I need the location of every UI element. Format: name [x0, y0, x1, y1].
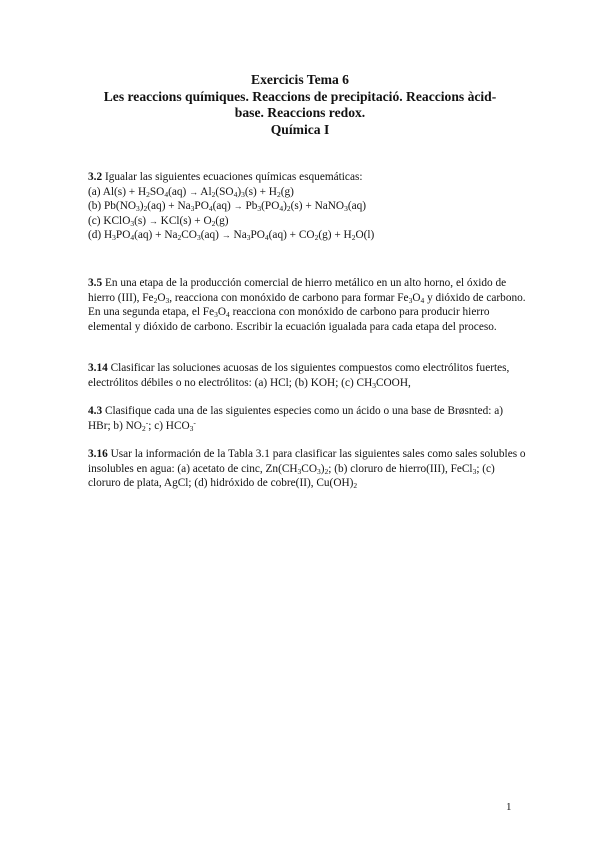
- exercise-number: 3.2: [88, 171, 103, 183]
- text-run: ): [139, 200, 144, 213]
- subscript: 3: [136, 204, 140, 214]
- text-run: Clasifique cada una de las siguientes especies como un ácido o una base de Brøsnted: a) HBr; b) NO: [88, 405, 504, 432]
- equation-d: [88, 228, 528, 243]
- text-run: (aq) + CO: [268, 229, 315, 242]
- exercise-3-5: [88, 276, 528, 334]
- subscript: 2: [177, 233, 182, 243]
- title-line-4: Química I: [270, 121, 330, 137]
- text-run: O(l): [355, 229, 375, 242]
- subscript: 2: [314, 233, 319, 243]
- exercise-3-5-text: [88, 276, 528, 334]
- text-run: Al: [198, 185, 212, 198]
- text-run: COOH,: [375, 376, 411, 389]
- text-run: (SO: [215, 185, 234, 198]
- text-run: CO: [301, 462, 317, 475]
- text-run: (g): [280, 185, 294, 198]
- exercise-text: Igualar las siguientes ecuaciones químicas esquemáticas:: [102, 171, 363, 183]
- text-run: CO: [181, 229, 197, 242]
- subscript: 3: [472, 466, 477, 476]
- document-title: [80, 72, 520, 138]
- subscript: 3: [112, 233, 116, 243]
- text-run: KCl(s) + O: [157, 214, 212, 227]
- subscript: 3: [297, 466, 302, 476]
- text-run: (PO: [261, 200, 280, 213]
- subscript: 4: [164, 189, 169, 199]
- exercise-3-14-text: [88, 361, 528, 390]
- subscript: 3: [190, 204, 195, 214]
- text-run: (aq): [168, 185, 190, 198]
- text-run: (b) Pb(NO: [88, 200, 137, 213]
- subscript: 2: [153, 295, 158, 305]
- subscript: 3: [196, 233, 201, 243]
- subscript: 3: [257, 204, 262, 214]
- subscript: 2: [286, 204, 291, 214]
- text-run: SO: [149, 185, 165, 198]
- title-line-1: Exercicis Tema 6: [251, 72, 349, 87]
- text-run: PO: [115, 229, 131, 242]
- exercise-3-16: [88, 447, 528, 491]
- text-run: ; (c) cloruro de plata, AgCl; (d) hidróxido de cobre(II), Cu(OH): [88, 462, 495, 490]
- text-run: O: [157, 291, 166, 304]
- text-run: (g): [215, 214, 229, 227]
- subscript: 3: [214, 310, 218, 320]
- text-run: , reacciona con monóxido de carbono para formar Fe: [169, 291, 409, 304]
- subscript: 3: [241, 189, 245, 199]
- subscript: 3: [317, 466, 321, 476]
- subscript: 3: [408, 295, 413, 305]
- exercise-4-3: [88, 404, 528, 433]
- text-run: (s): [134, 214, 149, 227]
- subscript: 4: [279, 204, 284, 214]
- text-run: (d) H: [88, 229, 113, 242]
- reaction-arrow-icon: →: [189, 186, 199, 197]
- subscript: 2: [211, 218, 216, 228]
- subscript: 2: [141, 423, 146, 433]
- subscript: 4: [233, 189, 238, 199]
- text-run: PO: [250, 229, 265, 242]
- text-run: O: [412, 291, 421, 304]
- text-run: ; (b) cloruro de hierro(III), FeCl: [328, 462, 473, 475]
- text-run: (aq): [212, 200, 234, 213]
- exercise-number: 4.3: [88, 405, 103, 417]
- exercise-3-2: [88, 170, 528, 243]
- text-run: (aq): [347, 200, 366, 213]
- subscript: 4: [264, 233, 269, 243]
- text-run: (aq): [200, 229, 222, 242]
- subscript: 2: [143, 204, 148, 214]
- text-run: y dióxido de carbono. En una segunda etapa, el Fe: [88, 291, 526, 319]
- text-run: ; c) HCO: [148, 419, 190, 432]
- text-run: Pb: [242, 200, 258, 213]
- subscript: 4: [130, 233, 135, 243]
- text-run: Na: [230, 229, 247, 242]
- page-number: 1: [506, 801, 512, 813]
- title-line-3: base. Reaccions redox.: [234, 105, 366, 120]
- reaction-arrow-icon: →: [233, 201, 243, 212]
- subscript: 2: [276, 189, 281, 199]
- equation-c: [88, 214, 528, 229]
- equation-b: [88, 199, 528, 214]
- text-run: (s) + H: [244, 185, 277, 198]
- subscript: 4: [420, 295, 425, 305]
- subscript: 2: [351, 233, 356, 243]
- text-run: reacciona con monóxido de carbono para producir hierro elemental y dióxido de carbono. Escribir la ecuación igualada para cada etapa del proceso.: [88, 306, 497, 333]
- equation-a: [88, 185, 528, 200]
- subscript: 3: [246, 233, 251, 243]
- text-run: ): [320, 462, 325, 475]
- exercise-3-2-intro: [88, 170, 528, 185]
- subscript: 3: [189, 423, 194, 433]
- text-run: (s) + NaNO: [290, 200, 345, 213]
- subscript: 3: [372, 380, 376, 390]
- text-run: (aq) + Na: [147, 200, 191, 213]
- text-run: (a) Al(s) + H: [88, 185, 147, 198]
- reaction-arrow-icon: →: [148, 215, 158, 226]
- subscript: 3: [130, 218, 135, 228]
- exercise-3-16-text: [88, 447, 528, 491]
- exercise-number: 3.14: [88, 362, 108, 374]
- superscript: -: [145, 417, 149, 427]
- exercise-3-14: [88, 361, 528, 390]
- subscript: 2: [353, 481, 358, 491]
- text-run: (c) KClO: [88, 214, 131, 227]
- subscript: 2: [211, 189, 216, 199]
- text-run: O: [217, 306, 227, 319]
- exercise-4-3-text: [88, 404, 528, 433]
- text-run: ): [237, 185, 242, 198]
- superscript: -: [193, 417, 196, 427]
- subscript: 2: [324, 466, 329, 476]
- text-run: ): [283, 200, 287, 213]
- text-run: Clasificar las soluciones acuosas de los siguientes compuestos como electrólitos fuertes, electrólitos débiles o no electrólitos: (a) HCl; (b) KOH; (c) CH: [88, 362, 510, 389]
- exercise-number: 3.5: [88, 277, 103, 289]
- subscript: 3: [165, 295, 170, 305]
- exercise-number: 3.16: [88, 448, 108, 460]
- text-run: Usar la información de la Tabla 3.1 para clasificar las siguientes sales como sales solubles o insolubles en agua: (a) acetato de cinc, Zn(CH: [88, 448, 526, 475]
- reaction-arrow-icon: →: [221, 230, 231, 241]
- text-run: (g) + H: [318, 229, 352, 242]
- subscript: 4: [208, 204, 213, 214]
- text-run: En una etapa de la producción comercial de hierro metálico en un alto horno, el óxido de hierro (III), Fe: [88, 277, 507, 304]
- title-line-2: Les reaccions químiques. Reaccions de precipitació. Reaccions àcid-: [103, 88, 497, 104]
- subscript: 4: [226, 310, 230, 320]
- text-run: PO: [194, 200, 209, 213]
- text-run: (aq) + Na: [134, 229, 178, 242]
- subscript: 3: [344, 204, 348, 214]
- subscript: 2: [146, 189, 150, 199]
